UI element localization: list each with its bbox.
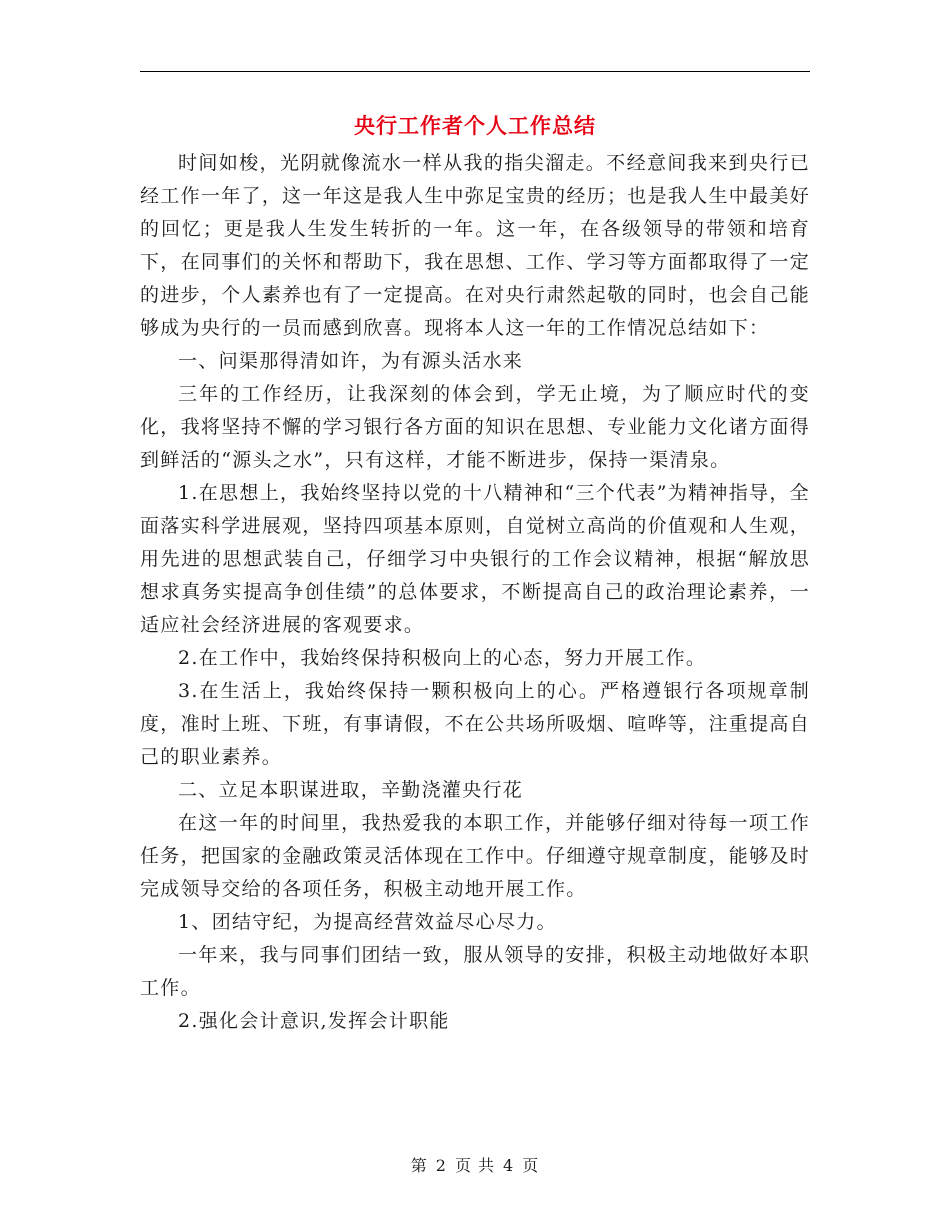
subheading-accounting: 2.强化会计意识,发挥会计职能 xyxy=(178,1010,450,1032)
paragraph-work: 2.在工作中，我始终保持积极向上的心态，努力开展工作。 xyxy=(178,647,707,669)
footer-current-page: 2 xyxy=(435,1156,447,1175)
page-footer xyxy=(0,1153,950,1176)
subheading-unity: 1、团结守纪，为提高经营效益尽心尽力。 xyxy=(178,911,557,933)
document-body xyxy=(140,147,810,1038)
footer-total-pages: 4 xyxy=(503,1156,515,1175)
section-heading-1: 一、问渠那得清如许，为有源头活水来 xyxy=(178,350,524,372)
paragraph-learning: 三年的工作经历，让我深刻的体会到，学无止境，为了顺应时代的变化，我将坚持不懈的学习银行各方面的知识在思想、专业能力文化诸方面得到鲜活的“源头之水”，只有这样，才能不断进步，保持一渠清泉。 xyxy=(140,383,810,471)
footer-prefix: 第 xyxy=(410,1156,428,1175)
paragraph-intro: 时间如梭，光阴就像流水一样从我的指尖溜走。不经意间我来到央行已经工作一年了，这一年这是我人生中弥足宝贵的经历；也是我人生中最美好的回忆；更是我人生发生转折的一年。这一年，在各级领导的带领和培育下，在同事们的关怀和帮助下，我在思想、工作、学习等方面都取得了一定的进步，个人素养也有了一定提高。在对央行肃然起敬的同时，也会自己能够成为央行的一员而感到欣喜。现将本人这一年的工作情况总结如下： xyxy=(140,152,810,339)
section-heading-2: 二、立足本职谋进取，辛勤浇灌央行花 xyxy=(178,779,524,801)
paragraph-duty: 在这一年的时间里，我热爱我的本职工作，并能够仔细对待每一项工作任务，把国家的金融政策灵活体现在工作中。仔细遵守规章制度，能够及时完成领导交给的各项任务，积极主动地开展工作。 xyxy=(140,812,810,900)
footer-suffix: 页 xyxy=(522,1156,540,1175)
footer-mid: 页 共 xyxy=(454,1156,496,1175)
document-title: 央行工作者个人工作总结 xyxy=(354,113,596,138)
paragraph-unity: 一年来，我与同事们团结一致，服从领导的安排，积极主动地做好本职工作。 xyxy=(140,944,810,999)
paragraph-thought: 1.在思想上，我始终坚持以党的十八精神和“三个代表”为精神指导，全面落实科学进展观，坚持四项基本原则，自觉树立高尚的价值观和人生观，用先进的思想武装自己，仔细学习中央银行的工作会议精神，根据“解放思想求真务实提高争创佳绩”的总体要求，不断提高自己的政治理论素养，一适应社会经济进展的客观要求。 xyxy=(140,482,810,636)
header-rule xyxy=(140,71,810,72)
paragraph-life: 3.在生活上，我始终保持一颗积极向上的心。严格遵银行各项规章制度，准时上班、下班，有事请假，不在公共场所吸烟、喧哗等，注重提高自己的职业素养。 xyxy=(140,680,810,768)
